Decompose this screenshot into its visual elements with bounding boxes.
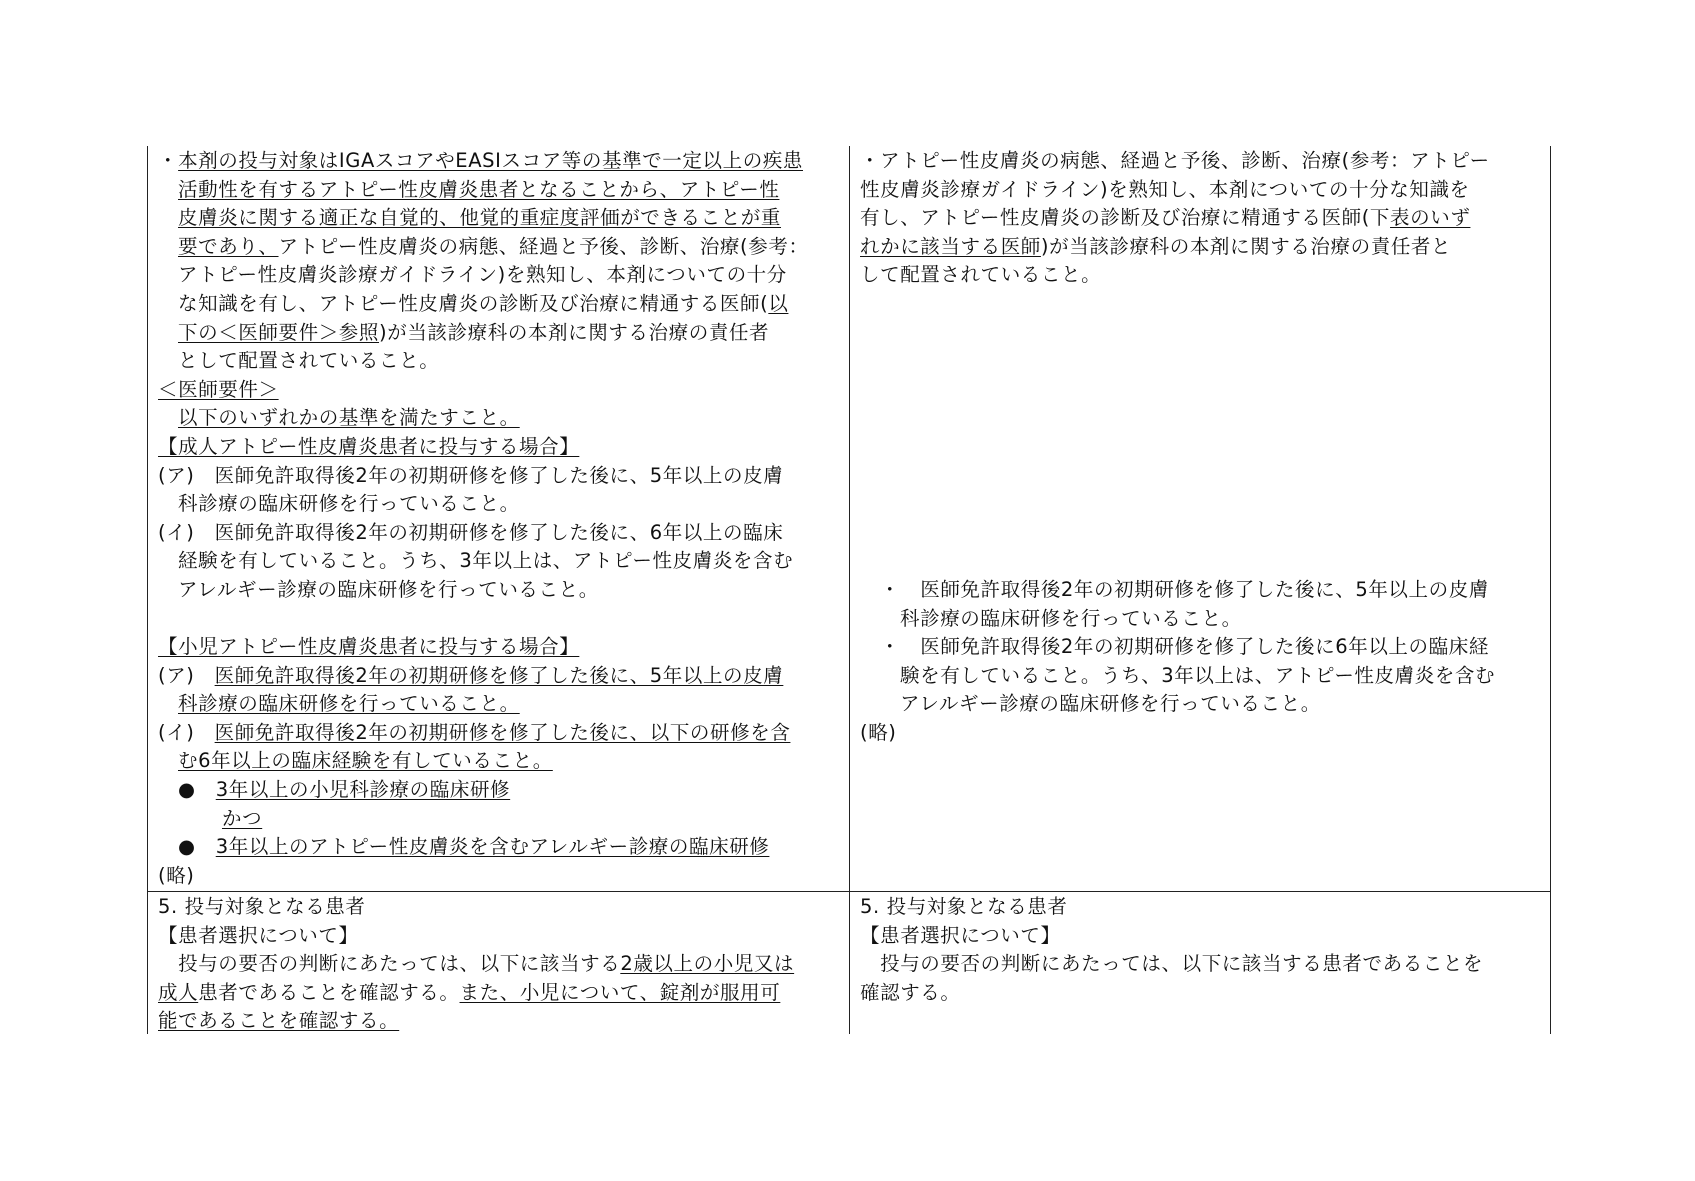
- text-segment: 成人: [158, 980, 199, 1004]
- table-border-middle: [849, 146, 850, 1034]
- section-title: 5. 投与対象となる患者: [860, 895, 1068, 918]
- text-segment: 性皮膚炎診療ガイドライン)を熟知し、本剤についての十分な知識を: [860, 177, 1470, 201]
- intro-line: [178, 347, 848, 376]
- adult-heading: 【成人アトピー性皮膚炎患者に投与する場合】: [158, 434, 580, 458]
- table-border-right: [1550, 146, 1551, 1034]
- right-bullet-2-line1: [860, 633, 1540, 662]
- child-item-i-text: 医師免許取得後2年の初期研修を修了した後に、以下の研修を含: [214, 720, 791, 744]
- intro-paragraph: [158, 176, 848, 376]
- patient-selection-line2: 確認する。: [860, 980, 961, 1004]
- spacer: [860, 290, 1540, 576]
- omitted-marker: (略): [158, 863, 195, 887]
- section-title: 5. 投与対象となる患者: [158, 895, 366, 918]
- text-segment: 能であることを確認する。: [158, 1009, 400, 1033]
- child-item-a-label: (ア): [158, 663, 215, 687]
- requirements-heading: ＜医師要件＞: [158, 377, 279, 401]
- table-border-left: [147, 146, 148, 1034]
- right-top-cell: [860, 147, 1540, 748]
- adult-item-a-line2: 科診療の臨床研修を行っていること。: [178, 492, 520, 516]
- text-segment: アトピー性皮膚炎の病態、経過と予後、診断、治療(参考：: [278, 234, 809, 258]
- text-segment: として配置されていること。: [178, 349, 440, 373]
- text-segment: アトピー性皮膚炎診療ガイドライン)を熟知し、本剤についての十分: [178, 263, 787, 287]
- child-item-i-line2: む6年以上の臨床経験を有していること。: [178, 749, 553, 773]
- text-segment: 活動性を有するアトピー性皮膚炎患者となることから、アトピー性: [178, 177, 780, 201]
- right-intro-line: [860, 261, 1540, 290]
- table-row-divider: [147, 891, 1551, 892]
- text-segment: して配置されていること。: [860, 263, 1102, 287]
- adult-item-i-line2: 経験を有していること。うち、3年以上は、アトピー性皮膚炎を含む: [178, 549, 794, 573]
- text-segment: れかに該当する医師: [860, 234, 1041, 258]
- intro-line: [178, 204, 848, 233]
- child-bullet-2: [158, 833, 848, 862]
- text-segment: )が当該診療科の本剤に関する治療の責任者と: [1040, 234, 1452, 258]
- child-bullet-1-text: 3年以上の小児科診療の臨床研修: [215, 778, 511, 802]
- right-bullet-1-line1: [860, 576, 1540, 605]
- intro-line: [178, 176, 848, 205]
- right-intro-line: [860, 176, 1540, 205]
- adult-item-i-line3: アレルギー診療の臨床研修を行っていること。: [178, 577, 599, 601]
- patient-selection-heading: 【患者選択について】: [158, 923, 359, 947]
- child-and-text: かつ: [222, 806, 263, 830]
- right-bullet-2-text: 医師免許取得後2年の初期研修を修了した後に6年以上の臨床経: [920, 635, 1489, 659]
- bullet-icon: ・: [880, 577, 901, 601]
- intro-line: [178, 319, 848, 348]
- patient-selection-heading: 【患者選択について】: [860, 923, 1061, 947]
- child-item-a-text: 医師免許取得後2年の初期研修を修了した後に、5年以上の皮膚: [214, 663, 784, 687]
- right-bottom-cell: [860, 893, 1540, 1007]
- text-segment: 表のいず: [1390, 206, 1471, 230]
- text-segment: 皮膚炎に関する適正な自覚的、他覚的重症度評価ができることが重: [178, 206, 782, 230]
- adult-item-a-line1: (ア) 医師免許取得後2年の初期研修を修了した後に、5年以上の皮膚: [158, 463, 784, 487]
- bullet-dot-icon: ●: [178, 835, 196, 859]
- requirements-subtext: 以下のいずれかの基準を満たすこと。: [178, 406, 520, 430]
- intro-line: [158, 147, 848, 176]
- right-bullet-2-line3: アレルギー診療の臨床研修を行っていること。: [900, 692, 1321, 716]
- left-bottom-cell: [158, 893, 848, 1036]
- patient-selection-text: [158, 950, 848, 1036]
- right-intro-line: [860, 204, 1540, 233]
- bullet-icon: ・: [880, 635, 901, 659]
- right-intro-paragraph: [860, 147, 1540, 290]
- text-segment: ・: [158, 149, 179, 172]
- bullet-dot-icon: ●: [178, 778, 196, 802]
- right-bullet-1-line2: 科診療の臨床研修を行っていること。: [900, 606, 1242, 630]
- patient-selection-line1: 投与の要否の判断にあたっては、以下に該当する患者であることを: [860, 952, 1484, 976]
- intro-line: [178, 233, 848, 262]
- text-segment: 以: [768, 291, 789, 315]
- intro-line: [178, 261, 848, 290]
- right-bullet-2-line2: 験を有していること。うち、3年以上は、アトピー性皮膚炎を含む: [900, 663, 1496, 687]
- spacer: [158, 605, 848, 634]
- child-item-i-label: (イ): [158, 720, 215, 744]
- adult-item-i-line1: (イ) 医師免許取得後2年の初期研修を修了した後に、6年以上の臨床: [158, 520, 784, 544]
- intro-line: [178, 290, 848, 319]
- left-top-cell: [158, 147, 848, 890]
- text-segment: 有し、アトピー性皮膚炎の診断及び治療に精通する医師(下: [860, 206, 1391, 230]
- child-bullet-2-text: 3年以上のアトピー性皮膚炎を含むアレルギー診療の臨床研修: [215, 835, 770, 859]
- child-item-a-line2: 科診療の臨床研修を行っていること。: [178, 692, 520, 716]
- text-segment: 下の＜医師要件＞参照: [178, 320, 380, 344]
- patient-selection-line: [158, 950, 848, 979]
- patient-selection-line: [158, 979, 848, 1008]
- child-bullet-1: [158, 776, 848, 805]
- text-segment: 投与の要否の判断にあたっては、以下に該当する: [158, 952, 621, 976]
- text-segment: 2歳以上の小児又は: [620, 952, 795, 976]
- text-segment: 患者であることを確認する。: [198, 980, 460, 1004]
- child-heading: 【小児アトピー性皮膚炎患者に投与する場合】: [158, 635, 580, 659]
- text-segment: 要であり、: [178, 234, 279, 258]
- child-item-i-line1: [158, 719, 848, 748]
- right-intro-line: [860, 233, 1540, 262]
- text-segment: 本剤の投与対象はIGAスコアやEASIスコア等の基準で一定以上の疾患: [178, 149, 803, 172]
- child-item-a-line1: [158, 662, 848, 691]
- right-intro-line: [860, 147, 1540, 176]
- patient-selection-line: [158, 1007, 848, 1036]
- text-segment: ・アトピー性皮膚炎の病態、経過と予後、診断、治療(参考：アトピー: [860, 149, 1490, 172]
- omitted-marker: (略): [860, 720, 897, 744]
- text-segment: な知識を有し、アトピー性皮膚炎の診断及び治療に精通する医師(: [178, 291, 769, 315]
- text-segment: また、小児について、錠剤が服用可: [459, 980, 781, 1004]
- text-segment: )が当該診療科の本剤に関する治療の責任者: [379, 320, 770, 344]
- right-bullet-1-text: 医師免許取得後2年の初期研修を修了した後に、5年以上の皮膚: [920, 577, 1489, 601]
